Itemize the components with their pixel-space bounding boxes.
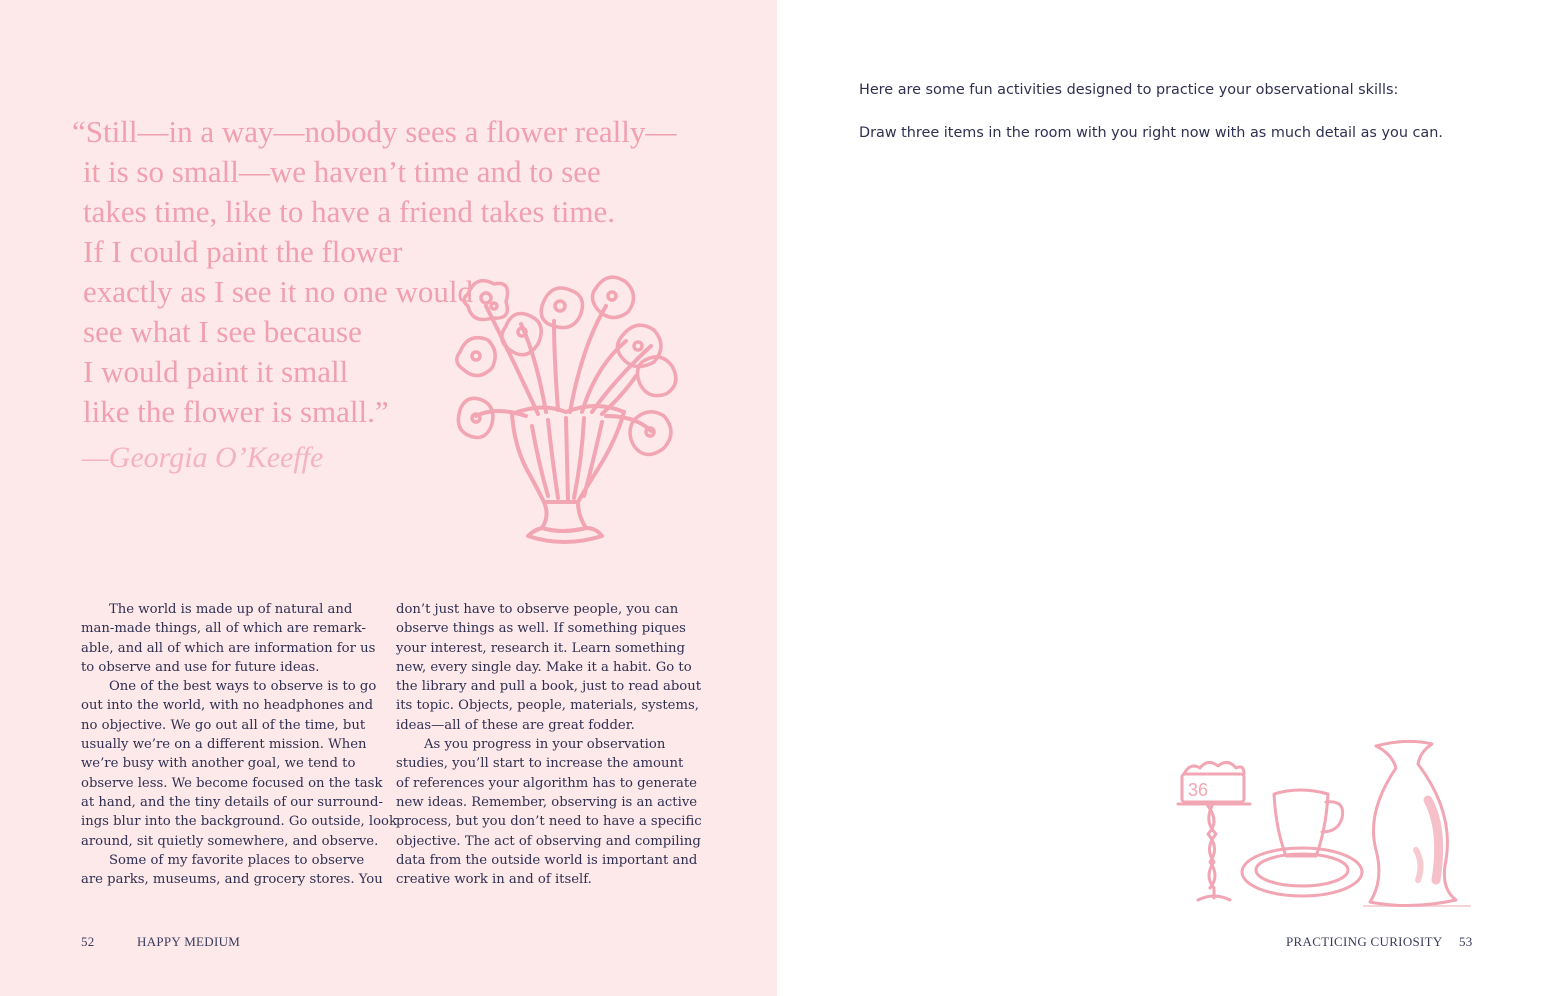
running-head-right: PRACTICING CURIOSITY bbox=[1286, 934, 1443, 949]
body-line: objective. The act of observing and compiling bbox=[396, 833, 701, 849]
flower-vase-icon bbox=[446, 266, 686, 556]
body-line: usually we’re on a different mission. When bbox=[81, 737, 367, 753]
body-line: man-made things, all of which are remark- bbox=[81, 621, 366, 637]
body-line: its topic. Objects, people, materials, systems, bbox=[396, 698, 699, 714]
body-line: around, sit quietly somewhere, and observe. bbox=[81, 833, 379, 849]
activities-intro: Here are some fun activities designed to practice your observational skills: bbox=[859, 82, 1399, 98]
body-line: are parks, museums, and grocery stores. You bbox=[81, 872, 383, 888]
body-line: don’t just have to observe people, you can bbox=[396, 602, 679, 617]
body-line: no objective. We go out all of the time, but bbox=[81, 717, 366, 733]
quote-line: exactly as I see it no one would bbox=[83, 274, 473, 309]
body-line: new ideas. Remember, observing is an active bbox=[396, 794, 698, 810]
body-line: ings blur into the background. Go outside, look bbox=[81, 814, 397, 830]
body-column-1 bbox=[81, 600, 397, 889]
body-line: ideas—all of these are great fodder. bbox=[396, 717, 635, 733]
body-line: As you progress in your observation bbox=[424, 737, 666, 753]
quote-line: like the flower is small.” bbox=[83, 394, 389, 429]
body-line: observe less. We become focused on the task bbox=[81, 775, 383, 791]
body-line: able, and all of which are information for us bbox=[81, 640, 376, 656]
quote-line: If I could paint the flower bbox=[83, 234, 403, 269]
quote-line: it is so small—we haven’t time and to see bbox=[83, 154, 601, 189]
cake-stand-teacup-vase-icon bbox=[1170, 730, 1480, 920]
body-line: studies, you’ll start to increase the amount bbox=[396, 756, 684, 772]
body-line: Some of my favorite places to observe bbox=[109, 852, 365, 868]
body-line: to observe and use for future ideas. bbox=[81, 659, 320, 675]
body-line: at hand, and the tiny details of our surround- bbox=[81, 794, 383, 810]
body-line: One of the best ways to observe is to go bbox=[109, 679, 377, 695]
quote-line: takes time, like to have a friend takes time. bbox=[83, 194, 615, 229]
page-number-right: 53 bbox=[1459, 934, 1473, 949]
page-number: 52 bbox=[81, 934, 95, 949]
activity-instruction: Draw three items in the room with you right now with as much detail as you can. bbox=[859, 125, 1443, 141]
quote-line: I would paint it small bbox=[83, 354, 349, 389]
body-line: process, but you don’t need to have a specific bbox=[396, 814, 702, 830]
cake-label: 36 bbox=[1188, 780, 1209, 800]
body-line: of references your algorithm has to generate bbox=[396, 775, 697, 791]
body-line: creative work in and of itself. bbox=[396, 872, 592, 888]
body-line: new, every single day. Make it a habit. Go to bbox=[396, 659, 692, 675]
body-line: data from the outside world is important and bbox=[396, 852, 698, 868]
body-line: observe things as well. If something piques bbox=[396, 621, 686, 637]
running-head: HAPPY MEDIUM bbox=[137, 934, 241, 949]
body-line: your interest, research it. Learn something bbox=[396, 640, 685, 656]
quote-line: see what I see because bbox=[83, 314, 362, 349]
quote-attribution: —Georgia O’Keeffe bbox=[82, 441, 324, 474]
body-column-2 bbox=[396, 600, 702, 889]
body-line: we’re busy with another goal, we tend to bbox=[81, 756, 356, 772]
body-line: The world is made up of natural and bbox=[109, 602, 353, 617]
quote-line: “Still—in a way—nobody sees a flower really— bbox=[72, 114, 677, 149]
body-line: out into the world, with no headphones and bbox=[81, 698, 374, 714]
body-line: the library and pull a book, just to read about bbox=[396, 679, 701, 695]
